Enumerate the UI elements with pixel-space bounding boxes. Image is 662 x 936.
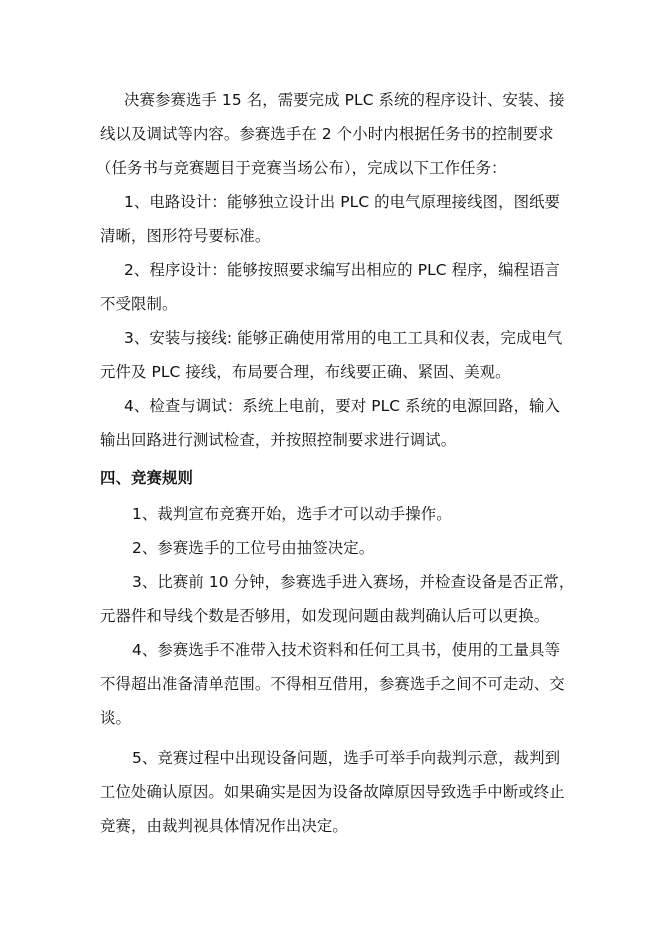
intro-line-3: （任务书与竞赛题目于竞赛当场公布），完成以下工作任务：	[96, 159, 507, 177]
rule-4-line-2: 不得超出准备清单范围。不得相互借用，参赛选手之间不可走动、交	[100, 675, 565, 693]
rule-3-line-2: 元器件和导线个数是否够用，如发现问题由裁判确认后可以更换。	[100, 607, 550, 625]
rule-4-line-3: 谈。	[100, 709, 131, 727]
rule-5-line-2: 工位处确认原因。如果确实是因为设备故障原因导致选手中断或终止	[100, 783, 565, 801]
task-4-line-2: 输出回路进行测试检查，并按照控制要求进行调试。	[100, 431, 457, 449]
section-heading-rules: 四、竞赛规则	[100, 469, 193, 487]
rule-1-line-1: 1、裁判宣布竞赛开始，选手才可以动手操作。	[132, 505, 452, 523]
rule-5-line-1: 5、竞赛过程中出现设备问题，选手可举手向裁判示意，裁判到	[132, 749, 561, 767]
intro-line-1: 决赛参赛选手 15 名，需要完成 PLC 系统的程序设计、安装、接	[124, 91, 565, 109]
task-1-line-1: 1、电路设计：能够独立设计出 PLC 的电气原理接线图，图纸要	[124, 193, 561, 211]
rule-4-line-1: 4、参赛选手不准带入技术资料和任何工具书，使用的工量具等	[132, 641, 561, 659]
rule-3-line-1: 3、比赛前 10 分钟，参赛选手进入赛场，并检查设备是否正常，	[132, 573, 575, 591]
task-3-line-2: 元件及 PLC 接线，布局要合理，布线要正确、紧固、美观。	[100, 363, 511, 381]
intro-line-2: 线以及调试等内容。参赛选手在 2 个小时内根据任务书的控制要求	[100, 125, 554, 143]
task-1-line-2: 清晰，图形符号要标准。	[100, 227, 271, 245]
task-2-line-1: 2、程序设计：能够按照要求编写出相应的 PLC 程序，编程语言	[124, 261, 561, 279]
rule-5-line-3: 竞赛，由裁判视具体情况作出决定。	[100, 817, 348, 835]
rule-2-line-1: 2、参赛选手的工位号由抽签决定。	[132, 539, 375, 557]
task-3-line-1: 3、安装与接线: 能够正确使用常用的电工工具和仪表，完成电气	[124, 329, 563, 347]
task-2-line-2: 不受限制。	[100, 295, 178, 313]
task-4-line-1: 4、检查与调试：系统上电前，要对 PLC 系统的电源回路，输入	[124, 397, 561, 415]
